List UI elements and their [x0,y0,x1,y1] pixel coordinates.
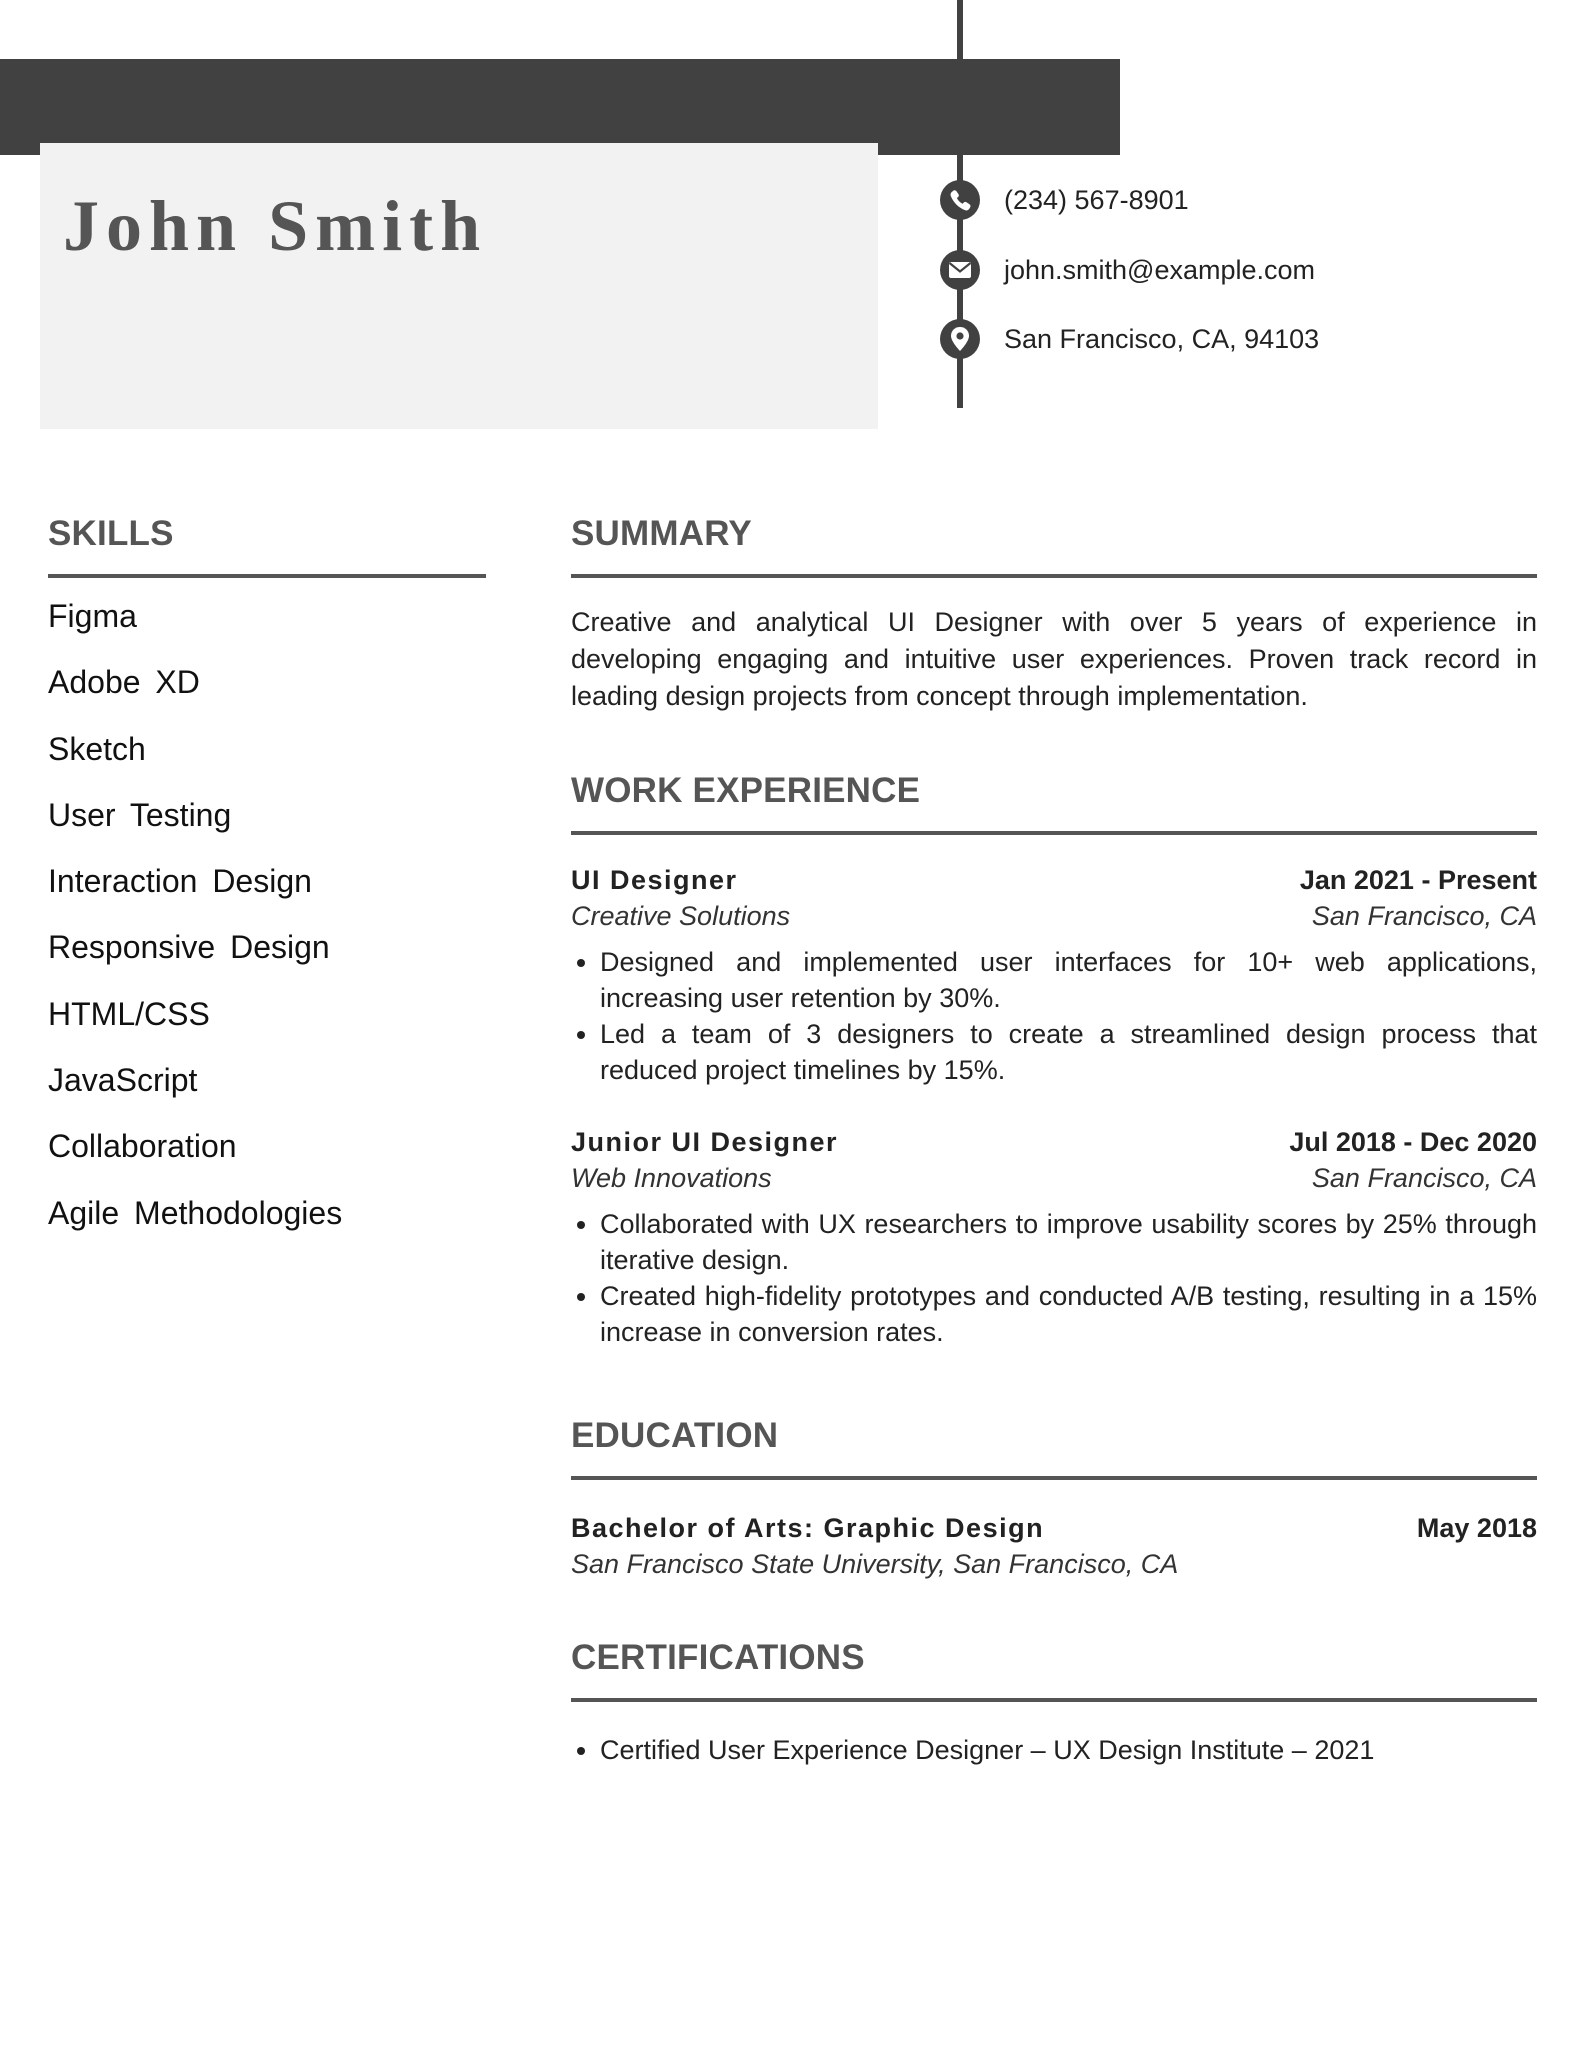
job-location: San Francisco, CA [1311,901,1537,931]
candidate-name: John Smith [63,186,488,266]
job-bullet: • Created high-fidelity prototypes and conducted A/B testing, resulting in a 15% increase in conversion rates. [600,1278,1537,1350]
contact-location [939,319,1319,359]
job-dates: Jul 2018 - Dec 2020 [1289,1127,1537,1157]
skills-divider [48,574,486,578]
certifications-section [571,1722,1537,1768]
skill-item: JavaScript [48,1062,198,1099]
certifications-heading: CERTIFICATIONS [571,1638,865,1677]
job-company: Web Innovations [571,1163,772,1193]
contact-phone [939,180,1189,220]
job-bullets [571,1206,1537,1350]
skills-heading: SKILLS [48,514,174,553]
skill-item: HTML/CSS [48,995,210,1032]
skills-list [48,600,342,1263]
skill-item: Figma [48,598,137,634]
work-experience-divider [571,831,1537,835]
education-heading: EDUCATION [571,1416,779,1455]
email-address[interactable]: john.smith@example.com [1004,254,1316,285]
location-text: San Francisco, CA, 94103 [1004,323,1320,354]
job-company: Creative Solutions [571,901,791,931]
mail-icon [939,249,981,291]
certification-item: • Certified User Experience Designer – UX Design Institute – 2021 [600,1732,1537,1768]
skill-item: User Testing [48,796,232,833]
job-bullet: • Collaborated with UX researchers to improve usability scores by 25% through iterative design. [600,1206,1537,1278]
summary-section [571,604,1537,715]
location-pin-icon [939,318,981,360]
contact-email [939,250,1315,290]
education-entry [571,1510,1537,1582]
phone-number[interactable]: (234) 567-8901 [1004,184,1189,215]
degree-title: Bachelor of Arts: Graphic Design [571,1513,1045,1543]
job-entry [571,1124,1537,1350]
phone-icon [939,179,981,221]
skill-item: Interaction Design [48,863,312,900]
header-dark-bar [0,59,1120,155]
certifications-list [571,1732,1537,1768]
job-bullets [571,944,1537,1088]
summary-divider [571,574,1537,578]
skill-item: Adobe XD [48,664,200,701]
job-location: San Francisco, CA [1311,1163,1537,1193]
certifications-divider [571,1698,1537,1702]
skill-item: Sketch [48,730,146,767]
summary-heading: SUMMARY [571,514,752,553]
job-dates: Jan 2021 - Present [1299,865,1537,895]
skill-item: Collaboration [48,1128,237,1165]
job-title: Junior UI Designer [571,1127,839,1157]
work-experience-heading: WORK EXPERIENCE [571,771,921,810]
degree-date: May 2018 [1416,1513,1537,1543]
job-title: UI Designer [571,865,738,895]
skill-item: Agile Methodologies [48,1194,343,1231]
education-divider [571,1476,1537,1480]
job-bullet: • Led a team of 3 designers to create a streamlined design process that reduced project timelines by 15%. [600,1016,1537,1088]
job-entry [571,862,1537,1088]
school-name: San Francisco State University, San Francisco, CA [571,1549,1179,1579]
summary-text: Creative and analytical UI Designer with over 5 years of experience in developing engaging and intuitive user experiences. Proven track record in leading design projects from concept through implementation. [571,607,1537,711]
skill-item: Responsive Design [48,929,330,966]
job-bullet: • Designed and implemented user interfaces for 10+ web applications, increasing user retention by 30%. [600,944,1537,1016]
